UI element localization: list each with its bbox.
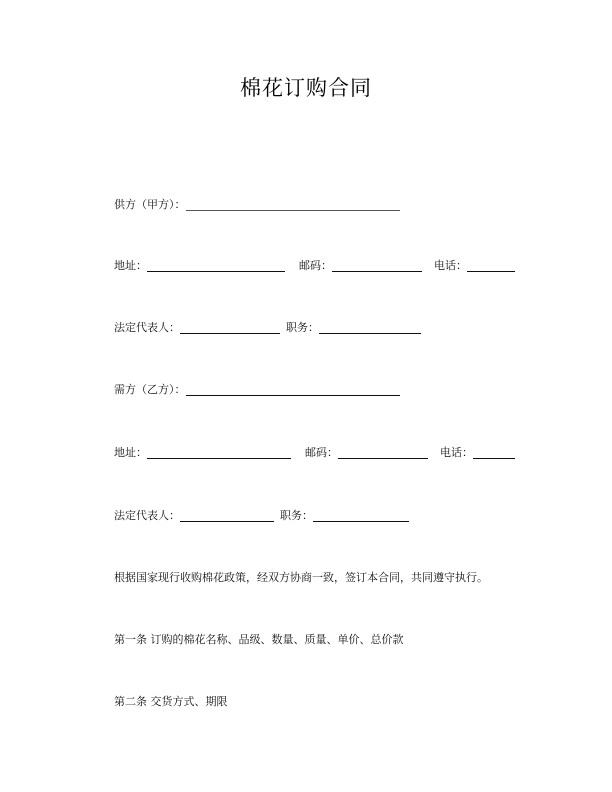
supplier-rep-label: 法定代表人： [114,321,180,334]
supplier-rep-row [114,319,421,337]
supplier-address-label: 地址： [114,259,147,272]
supplier-phone-blank[interactable] [467,270,515,272]
buyer-address-blank[interactable] [147,457,291,459]
supplier-party-row [114,196,400,214]
supplier-contact-row [114,257,515,275]
buyer-phone-blank[interactable] [473,457,515,459]
buyer-party-label: 需方（乙方）： [114,383,186,396]
buyer-rep-blank[interactable] [180,520,274,522]
supplier-position-blank[interactable] [319,332,421,334]
document-title: 棉花订购合同 [240,76,372,100]
intro-paragraph: 根据国家现行收购棉花政策，经双方协商一致，签订本合同，共同遵守执行。 [114,571,488,584]
article-2-heading: 第二条 交货方式、期限 [114,695,228,708]
buyer-postcode-label: 邮码： [305,446,338,459]
supplier-postcode-label: 邮码： [299,259,332,272]
supplier-position-label: 职务： [286,321,319,334]
buyer-rep-label: 法定代表人： [114,509,180,522]
article-1-heading: 第一条 订购的棉花名称、品级、数量、质量、单价、总价款 [114,633,404,646]
supplier-phone-label: 电话： [434,259,467,272]
buyer-rep-row [114,507,409,525]
buyer-party-row [114,381,400,399]
buyer-address-label: 地址： [114,446,147,459]
supplier-address-blank[interactable] [147,270,285,272]
supplier-postcode-blank[interactable] [332,270,422,272]
buyer-contact-row [114,444,515,462]
buyer-phone-label: 电话： [440,446,473,459]
buyer-position-blank[interactable] [313,520,409,522]
buyer-name-blank[interactable] [186,394,400,396]
supplier-party-label: 供方（甲方）： [114,198,186,211]
supplier-name-blank[interactable] [186,209,400,211]
buyer-position-label: 职务： [280,509,313,522]
supplier-rep-blank[interactable] [180,332,280,334]
buyer-postcode-blank[interactable] [338,457,428,459]
